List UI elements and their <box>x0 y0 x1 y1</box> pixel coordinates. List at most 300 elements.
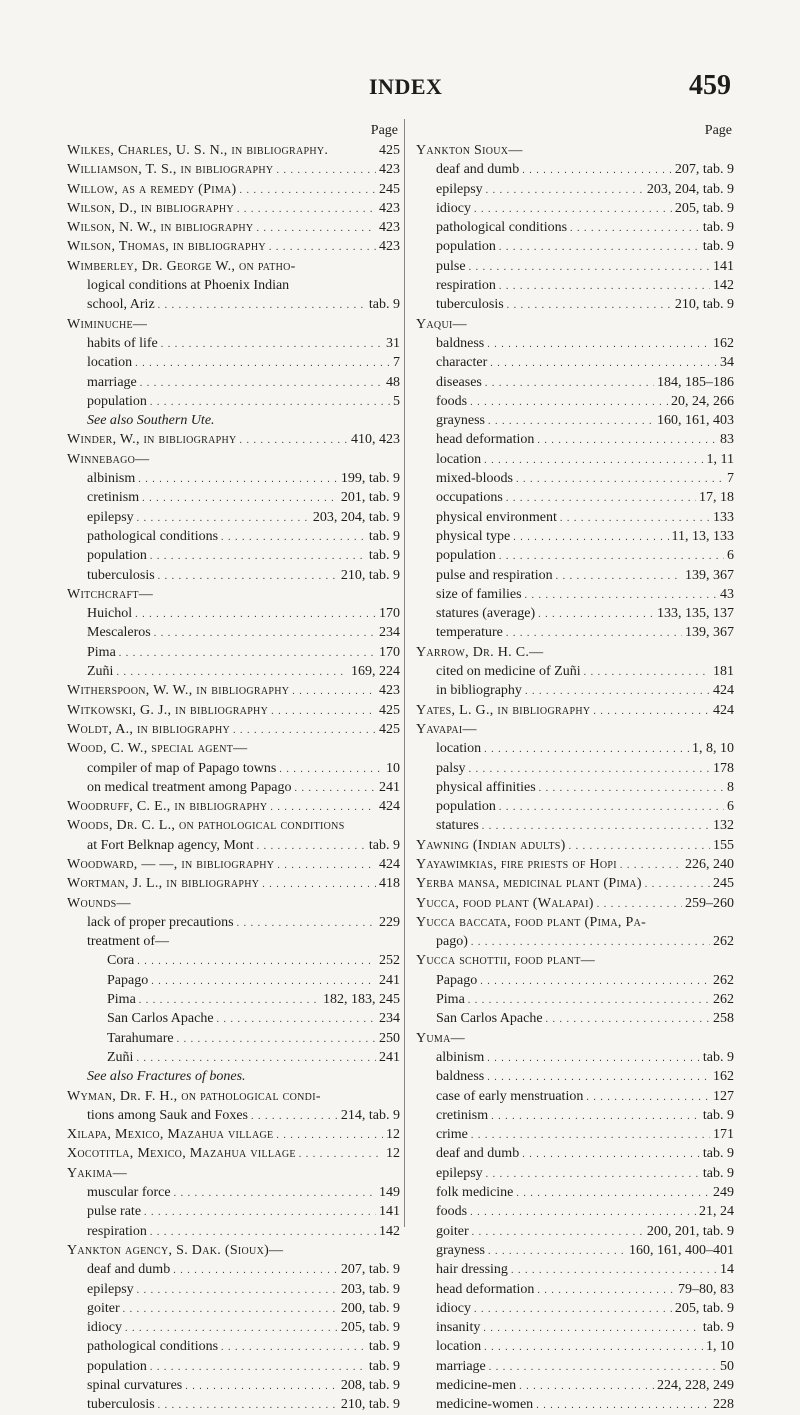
index-entry-text: statures (average) <box>436 606 536 622</box>
index-entry <box>67 1202 400 1221</box>
index-entry <box>67 199 400 218</box>
index-entry <box>416 546 734 565</box>
index-entry-text: at Fort Belknap agency, Mont <box>87 837 254 853</box>
index-entry <box>416 1087 734 1106</box>
index-entry-list <box>67 141 400 1415</box>
index-entry <box>416 681 734 700</box>
index-entry <box>67 1125 400 1144</box>
page-reference: 141 <box>379 1204 400 1220</box>
page-reference: 262 <box>713 992 734 1008</box>
index-entry <box>67 701 400 720</box>
index-entry-text: Yates, L. G., in bibliography <box>416 702 591 718</box>
page-reference: 423 <box>379 200 400 216</box>
index-entry <box>416 643 734 662</box>
index-entry <box>67 643 400 662</box>
index-entry <box>67 1318 400 1337</box>
index-entry-text: pulse and respiration <box>436 567 553 583</box>
index-entry-text: school, Ariz <box>87 297 155 313</box>
index-entry <box>416 836 734 855</box>
index-entry <box>416 1299 734 1318</box>
index-entry <box>67 778 400 797</box>
page-reference: 249 <box>713 1185 734 1201</box>
index-entry-text: population <box>436 548 496 564</box>
index-entry-text: baldness <box>436 335 485 351</box>
index-entry-text: Tarahumare <box>107 1030 174 1046</box>
index-entry <box>416 604 734 623</box>
dot-leader <box>546 1009 710 1028</box>
page-reference: 21, 24 <box>699 1204 734 1220</box>
page-reference: 31 <box>386 335 400 351</box>
index-entry <box>67 1144 400 1163</box>
page-reference: 234 <box>379 1011 400 1027</box>
index-entry <box>67 1357 400 1376</box>
index-entry-text: Woodruff, C. E., in bibliography <box>67 799 268 815</box>
index-entry-text: Winder, W., in bibliography <box>67 432 237 448</box>
dot-leader <box>487 1067 710 1086</box>
page-reference: 200, tab. 9 <box>340 1300 400 1316</box>
page-reference: 214, tab. 9 <box>340 1107 400 1123</box>
page-reference: 48 <box>386 374 400 390</box>
index-entry-text: Yankton agency, S. Dak. (Sioux)— <box>67 1242 284 1258</box>
dot-leader <box>119 643 376 662</box>
index-entry-text: population <box>87 393 147 409</box>
index-entry <box>416 778 734 797</box>
page-reference: 199, tab. 9 <box>340 471 400 487</box>
index-entry-text: location <box>436 741 482 757</box>
index-entry <box>67 739 400 758</box>
dot-leader <box>217 1009 376 1028</box>
index-entry <box>67 874 400 893</box>
page-reference: 171 <box>713 1127 734 1143</box>
dot-leader <box>516 469 724 488</box>
dot-leader <box>499 797 724 816</box>
page-reference: 1, 8, 10 <box>692 741 734 757</box>
page-reference: 43 <box>720 586 734 602</box>
index-entry-text: lack of proper precautions <box>87 914 234 930</box>
page-reference: 226, 240 <box>685 856 734 872</box>
page-reference: 139, 367 <box>685 567 734 583</box>
index-entry <box>67 160 400 179</box>
index-entry <box>67 1241 400 1260</box>
page-reference: tab. 9 <box>368 297 400 313</box>
index-entry-text: Wilkes, Charles, U. S. N., in bibliography. <box>67 143 329 158</box>
page-reference: 423 <box>379 239 400 255</box>
page-reference: 203, 204, tab. 9 <box>312 509 400 525</box>
dot-leader <box>177 1029 376 1048</box>
index-entry-text: Wimberley, Dr. George W., on patho- <box>67 258 296 274</box>
dot-leader <box>474 1299 672 1318</box>
index-entry-text: Wilson, D., in bibliography <box>67 200 234 216</box>
dot-leader <box>158 566 338 585</box>
page-column-heading: Page <box>370 123 398 138</box>
index-entry-text: epilepsy <box>87 1281 134 1297</box>
index-entry <box>416 1241 734 1260</box>
dot-leader <box>144 1202 376 1221</box>
index-entry-text: Wilson, N. W., in bibliography <box>67 220 254 236</box>
page-reference: 50 <box>720 1358 734 1374</box>
dot-leader <box>276 160 376 179</box>
index-entry <box>416 180 734 199</box>
dot-leader <box>125 1318 338 1337</box>
index-entry <box>67 1376 400 1395</box>
index-entry-text: population <box>436 799 496 815</box>
index-entry <box>67 546 400 565</box>
dot-leader <box>470 392 668 411</box>
index-entry <box>67 623 400 642</box>
index-entry <box>416 1144 734 1163</box>
page-reference: 1, 10 <box>706 1339 734 1355</box>
index-entry-text: treatment of— <box>87 934 170 950</box>
index-entry <box>416 1376 734 1395</box>
page-reference: tab. 9 <box>702 1320 734 1336</box>
page-reference: 224, 228, 249 <box>657 1378 734 1393</box>
index-entry-text: character <box>436 355 488 371</box>
dot-leader <box>482 816 710 835</box>
index-entry <box>416 739 734 758</box>
page-reference: 139, 367 <box>685 625 734 641</box>
dot-leader <box>516 1183 710 1202</box>
page-reference: 182, 183, 245 <box>323 992 400 1008</box>
page-reference: 5 <box>393 393 400 409</box>
dot-leader <box>256 218 376 237</box>
page-reference: tab. 9 <box>368 548 400 564</box>
dot-leader <box>513 527 668 546</box>
index-entry-text: in bibliography <box>436 683 522 699</box>
index-entry-text: medicine-women <box>436 1397 534 1413</box>
dot-leader <box>237 913 376 932</box>
dot-leader <box>116 662 348 681</box>
page-reference: 245 <box>379 181 400 197</box>
index-entry-text: Wyman, Dr. F. H., on pathological condi- <box>67 1088 321 1104</box>
dot-leader <box>486 1164 700 1183</box>
index-entry-text: muscular force <box>87 1185 171 1201</box>
dot-leader <box>158 1395 338 1414</box>
page-reference: 410, 423 <box>351 432 400 448</box>
page-reference: 127 <box>713 1088 734 1104</box>
index-entry-text: cretinism <box>436 1107 489 1123</box>
page-reference: 11, 13, 133 <box>671 528 734 544</box>
index-entry-text: Yankton Sioux— <box>416 143 523 158</box>
page-reference: tab. 9 <box>702 220 734 236</box>
index-entry <box>416 1337 734 1356</box>
index-entry <box>416 913 734 932</box>
page-reference: 160, 161, 400–401 <box>629 1242 734 1258</box>
page-reference: 208, tab. 9 <box>340 1378 400 1393</box>
index-entry-text: logical conditions at Phoenix Indian <box>87 278 290 294</box>
index-entry-text: location <box>436 1339 482 1355</box>
index-entry-text: Yucca, food plant (Walapai) <box>416 895 594 911</box>
dot-leader <box>522 1144 700 1163</box>
dot-leader <box>279 759 383 778</box>
page-reference: 262 <box>713 934 734 950</box>
index-entry <box>67 1222 400 1241</box>
dot-leader <box>499 546 724 565</box>
index-entry <box>67 604 400 623</box>
dot-leader <box>469 759 710 778</box>
page-reference: tab. 9 <box>368 1358 400 1374</box>
index-entry <box>416 1106 734 1125</box>
index-entry <box>67 392 400 411</box>
page-reference: 6 <box>727 799 734 815</box>
page-reference: 132 <box>713 818 734 834</box>
dot-leader <box>221 527 366 546</box>
dot-leader <box>570 218 700 237</box>
dot-leader <box>292 681 376 700</box>
index-entry-text: medicine-men <box>436 1378 517 1393</box>
page-reference: 423 <box>379 162 400 178</box>
index-entry-text: Huichol <box>87 606 133 622</box>
dot-leader <box>299 1144 383 1163</box>
index-entry-text: albinism <box>436 1049 485 1065</box>
page-reference: 228 <box>713 1397 734 1413</box>
index-entry <box>416 353 734 372</box>
index-entry-text: Wortman, J. L., in bibliography <box>67 876 260 892</box>
dot-leader <box>537 1280 675 1299</box>
index-entry <box>67 836 400 855</box>
index-entry <box>67 1009 400 1028</box>
index-entry-text: grayness <box>436 1242 485 1258</box>
dot-leader <box>474 199 672 218</box>
index-entry-text: epilepsy <box>87 509 134 525</box>
page-reference: 160, 161, 403 <box>657 413 734 429</box>
index-entry <box>416 257 734 276</box>
dot-leader <box>569 836 710 855</box>
page-reference: 418 <box>379 876 400 892</box>
index-entry-text: Papago <box>107 972 149 988</box>
page-reference: tab. 9 <box>368 837 400 853</box>
index-entry-text: Woods, Dr. C. L., on pathological conditions <box>67 818 345 834</box>
dot-leader <box>472 1222 644 1241</box>
dot-leader <box>150 1357 366 1376</box>
index-entry <box>416 488 734 507</box>
index-entry <box>416 894 734 913</box>
index-entry <box>67 1299 400 1318</box>
index-entry-text: See also Southern Ute. <box>87 413 215 429</box>
index-entry-text: physical affinities <box>436 779 536 795</box>
index-entry-text: Xocotitla, Mexico, Mazahua village <box>67 1146 296 1162</box>
dot-leader <box>135 353 390 372</box>
index-entry-text: deaf and dumb <box>87 1262 171 1278</box>
page-reference: 142 <box>379 1223 400 1239</box>
column-divider <box>404 119 405 1227</box>
dot-leader <box>539 778 724 797</box>
index-entry <box>67 816 400 835</box>
page-reference: 425 <box>379 702 400 718</box>
dot-leader <box>251 1106 338 1125</box>
index-entry <box>416 1164 734 1183</box>
index-entry-text: Woodward, — —, in bibliography <box>67 856 275 872</box>
page-reference: 162 <box>713 335 734 351</box>
index-entry-text: hair dressing <box>436 1262 508 1278</box>
dot-leader <box>499 237 700 256</box>
dot-leader <box>137 951 376 970</box>
index-entry-text: Witkowski, G. J., in bibliography <box>67 702 269 718</box>
page-reference: 423 <box>379 220 400 236</box>
page-reference: tab. 9 <box>702 1107 734 1123</box>
index-entry <box>416 1009 734 1028</box>
index-entry <box>67 1164 400 1183</box>
index-entry-text: pulse <box>436 258 466 274</box>
index-entry-text: Witherspoon, W. W., in bibliography <box>67 683 290 699</box>
page-reference: 205, tab. 9 <box>674 200 734 216</box>
index-entry <box>416 1067 734 1086</box>
index-entry-text: palsy <box>436 760 466 776</box>
dot-leader <box>484 450 703 469</box>
index-entry <box>67 450 400 469</box>
index-entry <box>416 566 734 585</box>
page-reference: 79–80, 83 <box>678 1281 734 1297</box>
page-reference: 201, tab. 9 <box>340 490 400 506</box>
dot-leader <box>154 623 376 642</box>
dot-leader <box>137 508 310 527</box>
page-reference: 424 <box>713 683 734 699</box>
index-entry-text: folk medicine <box>436 1185 514 1201</box>
page-reference: 203, tab. 9 <box>340 1281 400 1297</box>
dot-leader <box>511 1260 717 1279</box>
index-entry-text: See also Fractures of bones. <box>87 1069 246 1085</box>
index-entry-text: deaf and dumb <box>436 162 520 178</box>
index-entry-text: Woldt, A., in bibliography <box>67 721 231 737</box>
index-entry <box>67 411 400 430</box>
page-reference: 7 <box>727 471 734 487</box>
dot-leader <box>525 585 717 604</box>
dot-leader <box>484 739 689 758</box>
dot-leader <box>262 874 376 893</box>
index-entry <box>67 315 400 334</box>
index-entry <box>416 585 734 604</box>
page-reference: 241 <box>379 1049 400 1065</box>
dot-leader <box>174 1183 376 1202</box>
dot-leader <box>468 990 710 1009</box>
dot-leader <box>560 508 710 527</box>
index-entry-text: mixed-bloods <box>436 471 513 487</box>
index-entry <box>416 1318 734 1337</box>
dot-leader <box>173 1260 338 1279</box>
dot-leader <box>140 373 383 392</box>
index-entry-text: location <box>87 355 133 371</box>
index-entry <box>67 662 400 681</box>
index-entry-text: pago) <box>436 934 468 950</box>
index-entry-text: case of early menstruation <box>436 1088 584 1104</box>
index-entry <box>416 874 734 893</box>
page-reference: 252 <box>379 953 400 969</box>
dot-leader <box>491 1106 700 1125</box>
dot-leader <box>488 1241 626 1260</box>
index-entry <box>416 1395 734 1414</box>
page-reference: 241 <box>379 972 400 988</box>
index-entry-text: habits of life <box>87 335 158 351</box>
index-entry <box>416 430 734 449</box>
dot-leader <box>506 488 696 507</box>
index-entry <box>416 141 734 160</box>
dot-leader <box>137 1280 338 1299</box>
index-entry <box>416 816 734 835</box>
dot-leader <box>488 411 654 430</box>
page-reference: 34 <box>720 355 734 371</box>
dot-leader <box>538 604 654 623</box>
page-reference: 203, 204, tab. 9 <box>646 181 734 197</box>
index-entry <box>67 527 400 546</box>
index-entry-text: goiter <box>87 1300 120 1316</box>
index-entry-text: diseases <box>436 374 482 390</box>
index-entry <box>416 1202 734 1221</box>
page-reference: 258 <box>713 1011 734 1027</box>
page-reference: 262 <box>713 972 734 988</box>
dot-leader <box>490 353 717 372</box>
dot-leader <box>537 430 717 449</box>
index-entry-text: population <box>87 548 147 564</box>
index-entry <box>416 334 734 353</box>
page-reference: tab. 9 <box>702 1146 734 1162</box>
index-entry <box>416 373 734 392</box>
page-reference: 424 <box>379 799 400 815</box>
dot-leader <box>158 295 366 314</box>
index-entry-text: epilepsy <box>436 181 483 197</box>
index-entry <box>67 257 400 276</box>
index-entry-text: Zuñi <box>107 1049 134 1065</box>
index-entry-text: on medical treatment among Papago <box>87 779 292 795</box>
index-entry <box>416 1125 734 1144</box>
index-entry <box>416 392 734 411</box>
index-entry-text: epilepsy <box>436 1165 483 1181</box>
index-entry-text: San Carlos Apache <box>107 1011 214 1027</box>
index-entry-text: Wood, C. W., special agent— <box>67 741 248 757</box>
dot-leader <box>499 276 710 295</box>
index-entry <box>416 1183 734 1202</box>
page-reference: tab. 9 <box>702 1049 734 1065</box>
index-entry-text: Xilapa, Mexico, Mazahua village <box>67 1127 274 1143</box>
index-entry <box>416 1357 734 1376</box>
index-entry-text: insanity <box>436 1320 481 1336</box>
index-entry <box>67 373 400 392</box>
index-entry-text: Pima <box>87 644 116 660</box>
index-entry-text: Yakima— <box>67 1165 128 1181</box>
index-column-left <box>67 120 400 1415</box>
dot-leader <box>597 894 682 913</box>
index-entry <box>67 913 400 932</box>
index-entry <box>67 855 400 874</box>
index-entry-text: Papago <box>436 972 478 988</box>
dot-leader <box>257 836 366 855</box>
dot-leader <box>270 797 376 816</box>
index-entry <box>67 1280 400 1299</box>
page-reference: 207, tab. 9 <box>674 162 734 178</box>
page-reference: 229 <box>379 914 400 930</box>
index-entry-text: Witchcraft— <box>67 586 154 602</box>
index-entry <box>416 1048 734 1067</box>
index-entry <box>416 508 734 527</box>
page-reference: 424 <box>379 856 400 872</box>
index-column-right <box>416 120 734 1415</box>
page-reference: 241 <box>379 779 400 795</box>
page-reference: tab. 9 <box>702 1165 734 1181</box>
index-entry <box>67 566 400 585</box>
dot-leader <box>271 701 376 720</box>
dot-leader <box>150 546 366 565</box>
page-reference: 142 <box>713 278 734 294</box>
dot-leader <box>276 1125 383 1144</box>
index-entry <box>67 141 400 160</box>
index-entry-text: Wilson, Thomas, in bibliography <box>67 239 266 255</box>
index-entry <box>67 1067 400 1086</box>
index-entry <box>67 430 400 449</box>
index-entry-text: Pima <box>436 992 465 1008</box>
page-number: 459 <box>689 70 731 101</box>
index-entry-text: Yucca schottii, food plant— <box>416 953 595 969</box>
index-entry <box>416 990 734 1009</box>
index-entry-text: Wounds— <box>67 895 131 911</box>
index-entry-text: Yayawimkias, fire priests of Hopi <box>416 856 617 872</box>
